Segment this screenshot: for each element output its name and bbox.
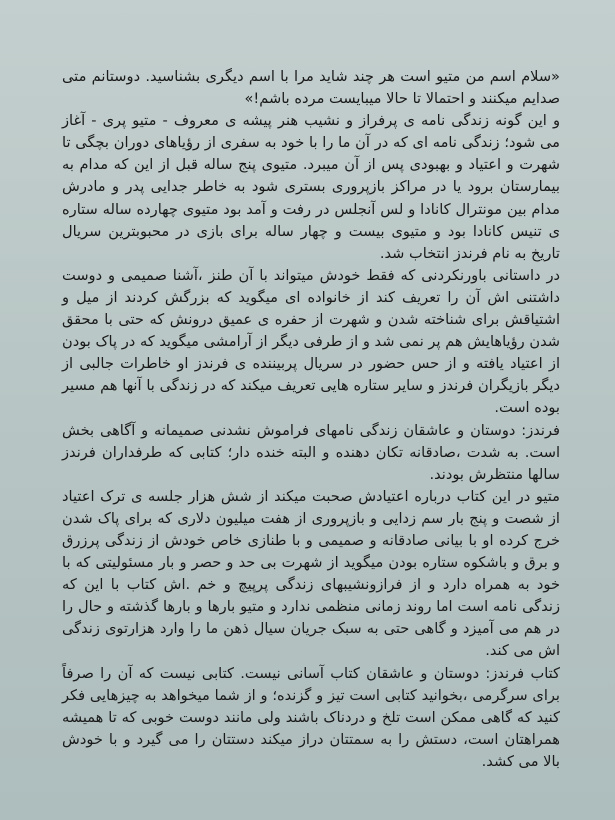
closing-paragraph: کتاب فرندز: دوستان و عاشقان کتاب آسانی نیست. کتابی نیست که آن را صرفاً برای سرگرمی ،بخوانید کتابی است تیز و گزنده؛ و از شما میخواهد به چیزهایی فکر کنید که گاهی ممکن است تلخ و دردناک باشند ولی مانند دوست خوبی که تا همیشه همراهتان است، دستش را به سمتتان دراز میکند دستتان را می گیرد و با خودش بالا می کشد. (62, 664, 560, 770)
back-cover-text (62, 66, 560, 773)
opening-quote-paragraph: «سلام اسم من متیو است هر چند شاید مرا با اسم دیگری بشناسید. دوستانم متی صدایم میکنند و احتمالا تا حالا میبایست مرده باشم!» (62, 68, 560, 108)
review-paragraph: فرندز: دوستان و عاشقان زندگی نامهای فراموش نشدنی صمیمانه و آگاهی بخش است. به شدت ،صادقانه تکان دهنده و البته خنده دار؛ کتابی که طرفداران فرندز سالها منتظرش بودند. (62, 421, 560, 483)
addiction-paragraph: متیو در این کتاب درباره اعتیادش صحبت میکند از شش هزار جلسه ی ترک اعتیاد از شصت و پنج بار سم زدایی و بازپروری از هفت میلیون دلاری که برای پاک شدن خرج کرده او با بیانی صادقانه و صمیمی و با طنازی خاص خودش از زندگی پرزرق و برق و باشکوه ستاره بودن میگوید از شهرت بی حد و حصر و بار مسئولیتی که با خود به همراه دارد و از فرازونشیبهای زندگی پرپیچ و خم .اش کتاب با این که زندگی نامه است اما روند زمانی منظمی ندارد و متیو بارها و بارها گذشته و حال را در هم می آمیزد و گاهی حتی به سبک جریان سیال ذهن ما را وارد هزارتوی زندگی اش می کند. (62, 487, 560, 660)
story-paragraph: در داستانی باورنکردنی که فقط خودش میتواند با آن طنز ،آشنا صمیمی و دوست داشتنی اش آن را تعریف کند از خانواده ای میگوید که بزرگش کردند از میل و اشتیاقش برای شناخته شدن و شهرت از حفره ی عمیق درونش که حتی با محقق شدن رؤیاهایش هم پر نمی شد و از طرفی دیگر از آرامشی میگوید که در پاک بودن از اعتیاد یافته و از حس حضور در سریال پربیننده ی فرندز او خاطرات جالبی از دیگر بازیگران فرندز و سایر ستاره هایی تعریف میکند که در زندگی با آنها هم مسیر بوده است. (62, 266, 560, 417)
intro-paragraph: و این گونه زندگی نامه ی پرفراز و نشیب هنر پیشه ی معروف - متیو پری - آغاز می شود؛ زندگی نامه ای که در آن ما را با خود به سفری از رؤیاهای دوران بچگی تا شهرت و اعتیاد و بهبودی پس از آن میبرد. متیوی پنج ساله قبل از این که مدام به بیمارستان برود یا در مراکز بازپروری بستری شود به خاطر جدایی پدر و مادرش مدام بین مونترال کانادا و لس آنجلس در رفت و آمد بود متیوی چهارده ساله ستاره ی تنیس کانادا بود و متیوی بیست و چهار ساله برای بازی در محبوبترین سریال تاریخ به نام فرندز انتخاب شد. (62, 112, 560, 262)
